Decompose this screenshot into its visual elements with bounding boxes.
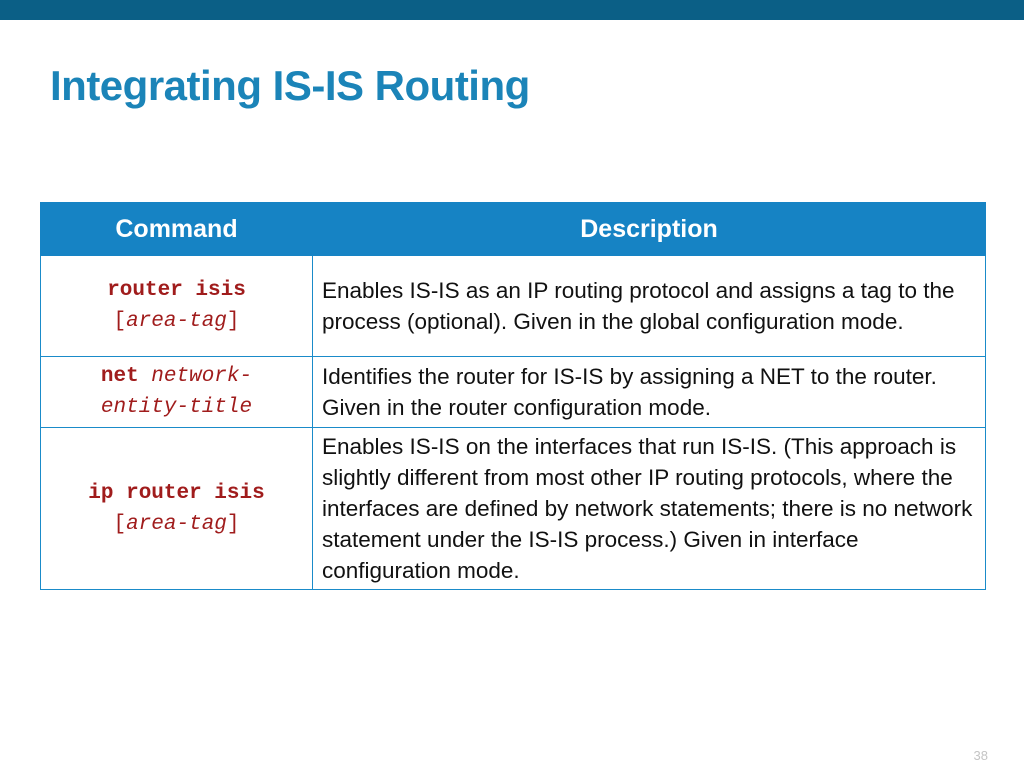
command-keyword: net (100, 365, 139, 388)
command-table (40, 202, 986, 590)
bracket-close: ] (226, 310, 240, 333)
command-argument-line (47, 392, 306, 423)
command-cell (41, 428, 313, 590)
page-number: 38 (973, 748, 988, 763)
table-header-row (41, 203, 986, 256)
slide-title: Integrating IS-IS Routing (50, 62, 530, 109)
command-cell (41, 256, 313, 357)
bracket-open: [ (113, 310, 127, 333)
description-cell: Enables IS-IS on the interfaces that run IS-IS. (This approach is slightly different from most other IP routing protocols, where the interfaces are defined by network statements; there is no network statement under the IS-IS process.) Given in interface configuration mode. (313, 428, 986, 590)
top-banner-bar (0, 0, 1024, 20)
description-cell: Enables IS-IS as an IP routing protocol and assigns a tag to the process (optional). Given in the global configuration mode. (313, 256, 986, 357)
command-keyword-line (47, 478, 306, 509)
command-argument: area-tag (126, 512, 227, 536)
command-keyword: ip router isis (88, 481, 265, 505)
command-argument: network- (151, 365, 253, 388)
column-header-description: Description (313, 203, 986, 256)
command-keyword-line (47, 275, 306, 306)
table-row (41, 428, 986, 590)
table-row (41, 256, 986, 357)
command-argument: area-tag (126, 310, 227, 333)
column-header-command: Command (41, 203, 313, 256)
command-argument-line (47, 306, 306, 337)
command-argument-line (47, 509, 306, 540)
table-row (41, 357, 986, 428)
description-cell: Identifies the router for IS-IS by assigning a NET to the router. Given in the router configuration mode. (313, 357, 986, 428)
command-argument-continued: entity-title (100, 396, 253, 419)
command-cell (41, 357, 313, 428)
bracket-open: [ (113, 512, 127, 536)
command-keyword: router isis (107, 279, 246, 302)
command-keyword-line (47, 361, 306, 392)
bracket-close: ] (226, 512, 240, 536)
